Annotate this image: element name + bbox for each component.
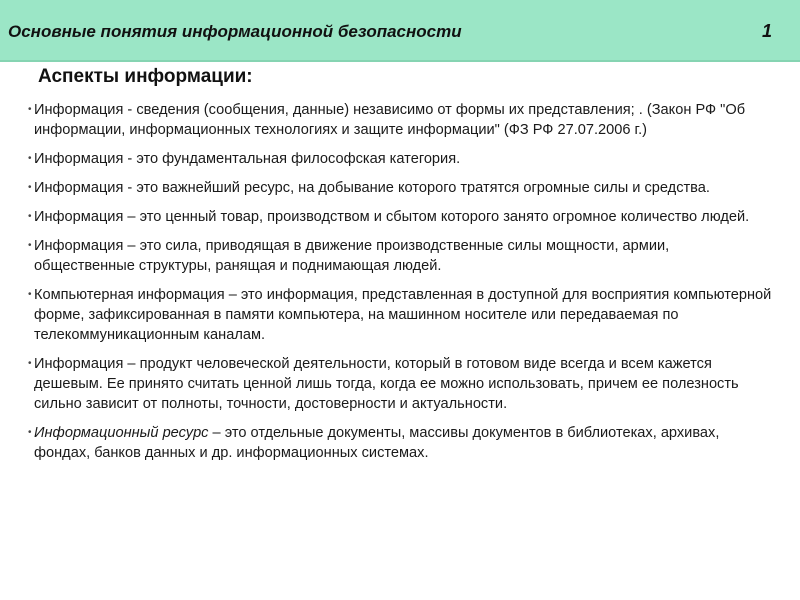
list-item [28,354,774,414]
item-text: Информация - это фундаментальная философская категория. [34,151,461,167]
list-item [28,149,774,169]
item-text: Информация - это важнейший ресурс, на добывание которого тратятся огромные силы и средства. [34,180,710,196]
list-item [28,207,774,227]
list-item [28,423,774,463]
list-item [28,178,774,198]
bullet-icon: • [28,211,32,222]
bullet-icon: • [28,104,32,115]
slide-title: Основные понятия информационной безопасности [8,22,462,41]
item-text: Компьютерная информация – это информация, представленная в доступной для восприятия компьютерной форме, зафиксированная в памяти компьютера, на машинном носителе или передаваемая по телекоммуникационным каналам. [34,287,772,343]
item-term: Информационный ресурс [34,425,209,441]
item-text: – это отдельные документы, массивы документов в библиотеках, архивах, фондах, банков данных и др. информационных системах. [34,425,720,461]
definition-list [28,100,774,472]
bullet-icon: • [28,182,32,193]
slide-header [0,0,800,62]
list-item [28,236,774,276]
item-text: Информация – продукт человеческой деятельности, который в готовом виде всегда и всем кажется дешевым. Ее принято считать ценной лишь тогда, когда ее можно использовать, причем ее полезность сильно зависит от полноты, точности, достоверности и актуальности. [34,356,739,412]
list-item [28,100,774,140]
bullet-icon: • [28,240,32,251]
section-heading: Аспекты информации: [38,66,253,87]
bullet-icon: • [28,358,32,369]
slide-number: 1 [761,21,772,41]
bullet-icon: • [28,427,32,438]
item-text: Информация – это ценный товар, производством и сбытом которого занято огромное количество людей. [34,209,750,225]
list-item [28,285,774,345]
item-text: Информация - сведения (сообщения, данные) независимо от формы их представления; . (Закон РФ "Об информации, информационных технологиях и защите информации" (ФЗ РФ 27.07.2006 г.) [34,102,746,138]
bullet-icon: • [28,153,32,164]
item-text: Информация – это сила, приводящая в движение производственные силы мощности, армии, общественные структуры, ранящая и поднимающая людей. [34,238,670,274]
bullet-icon: • [28,289,32,300]
